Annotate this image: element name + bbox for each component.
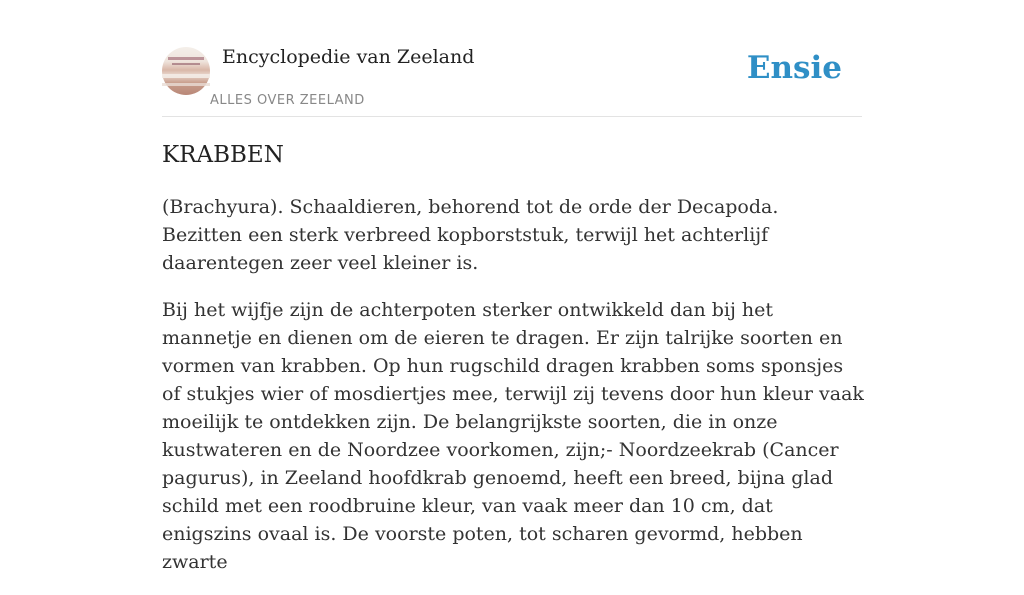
site-header xyxy=(162,44,862,117)
avatar-detail xyxy=(162,83,210,86)
site-subtitle: ALLES OVER ZEELAND xyxy=(210,93,365,108)
avatar-detail xyxy=(168,57,204,60)
avatar-detail xyxy=(172,63,200,65)
article xyxy=(162,139,864,595)
site-title[interactable]: Encyclopedie van Zeeland xyxy=(222,46,475,68)
avatar-detail xyxy=(162,74,210,78)
ensie-logo-link[interactable]: Ensie xyxy=(746,50,842,86)
article-paragraph: (Brachyura). Schaaldieren, behorend tot de orde der Decapoda. Bezitten een sterk verbreed kopborststuk, terwijl het achterlijf daarentegen zeer veel kleiner is. xyxy=(162,196,779,274)
article-title: KRABBEN xyxy=(162,142,284,168)
site-avatar[interactable] xyxy=(162,47,210,95)
article-paragraph: Bij het wijfje zijn de achterpoten sterker ontwikkeld dan bij het mannetje en dienen om de eieren te dragen. Er zijn talrijke soorten en vormen van krabben. Op hun rugschild dragen krabben soms sponsjes of stukjes wier of mosdiertjes mee, terwijl zij tevens door hun kleur vaak moeilijk te ontdekken zijn. De belangrijkste soorten, die in onze kustwateren en de Noordzee voorkomen, zijn;- Noordzeekrab (Cancer pagurus), in Zeeland hoofdkrab genoemd, heeft een breed, bijna glad schild met een roodbruine kleur, van vaak meer dan 10 cm, dat enigszins ovaal is. De voorste poten, tot scharen gevormd, hebben zwarte xyxy=(162,299,864,573)
